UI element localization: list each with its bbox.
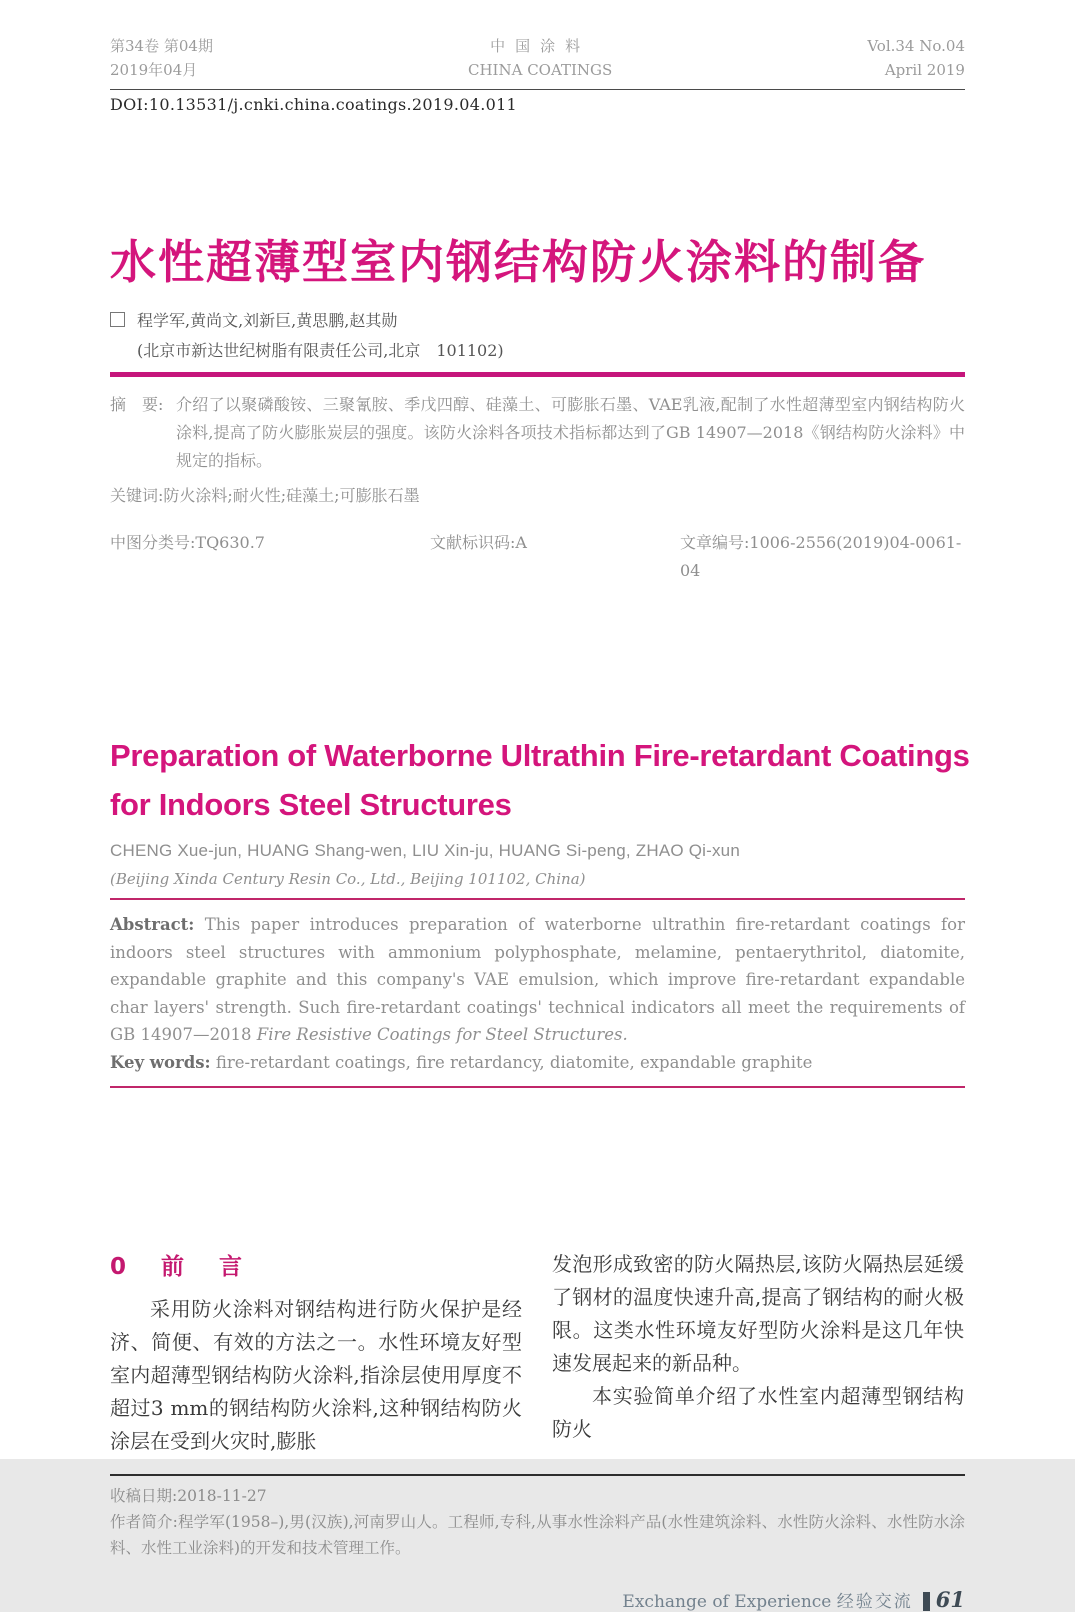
author-marker-icon <box>110 312 125 327</box>
abstract-text-en <box>110 911 965 1049</box>
abstract-en-standard-title: Fire Resistive Coatings for Steel Structures. <box>256 1025 628 1044</box>
abstract-en-body: This paper introduces preparation of waterborne ultrathin fire-retardant coatings for indoors steel structures with ammonium polyphosphate, melamine, pentaerythritol, diatomite, expandable graphite and this company's VAE emulsion, which improve fire-retardant expandable char layers' strength. Such fire-retardant coatings' technical indicators all meet the requirements of GB 14907—2018 <box>110 915 965 1044</box>
received-date: 收稿日期:2018-11-27 <box>110 1487 267 1505</box>
authors-en: CHENG Xue-jun, HUANG Shang-wen, LIU Xin-ju, HUANG Si-peng, ZHAO Qi-xun <box>110 841 740 860</box>
footnote-block <box>110 1474 965 1561</box>
body-column-right <box>552 1248 964 1458</box>
article-id: 文章编号:1006-2556(2019)04-0061-04 <box>680 533 962 580</box>
abstract-en-block <box>110 911 965 1076</box>
article-title-cn: 水性超薄型室内钢结构防火涂料的制备 <box>110 235 926 289</box>
abstract-label-en: Abstract: <box>110 915 195 934</box>
abstract-divider-bottom <box>110 1086 965 1088</box>
title-divider-bar <box>110 372 965 377</box>
keywords-en: fire-retardant coatings, fire retardancy, diatomite, expandable graphite <box>210 1052 813 1072</box>
keywords-en-row <box>110 1049 965 1077</box>
header-volume-en <box>867 34 965 82</box>
article-title-en <box>110 731 970 829</box>
authors-row-cn <box>110 308 965 331</box>
footer-section-en: Exchange of Experience <box>622 1592 832 1612</box>
journal-header <box>110 34 965 90</box>
author-bio: 作者简介:程学军(1958–),男(汉族),河南罗山人。工程师,专科,从事水性涂料产品(水性建筑涂料、水性防火涂料、水性防水涂料、水性工业涂料)的开发和技术管理工作。 <box>110 1513 965 1557</box>
keywords-label-en: Key words: <box>110 1052 211 1072</box>
page-number: 61 <box>935 1587 965 1612</box>
abstract-label-cn: 摘 要: <box>110 395 164 414</box>
footer-section-cn: 经验交流 <box>836 1592 913 1612</box>
doi: DOI:10.13531/j.cnki.china.coatings.2019.04.011 <box>110 95 518 114</box>
abstract-text-cn: 介绍了以聚磷酸铵、三聚氰胺、季戊四醇、硅藻土、可膨胀石墨、VAE乳液,配制了水性超薄型室内钢结构防火涂料,提高了防火膨胀炭层的强度。该防火涂料各项技术指标都达到了GB 14907—2018《钢结构防火涂料》中规定的指标。 <box>176 395 965 470</box>
header-date-cn: 2019年04月 <box>110 61 198 79</box>
journal-name <box>468 34 612 82</box>
affiliation-en: (Beijing Xinda Century Resin Co., Ltd., Beijing 101102, China) <box>110 870 586 888</box>
article-title-en-line1: Preparation of Waterborne Ultrathin Fire-retardant Coatings <box>110 738 970 773</box>
classification-row <box>110 529 965 585</box>
abstract-divider-top <box>110 898 965 900</box>
article-body <box>110 1248 965 1458</box>
journal-name-cn: 中国涂料 <box>490 37 591 55</box>
page-marker-bar <box>923 1592 930 1611</box>
article-title-en-line2: for Indoors Steel Structures <box>110 787 512 822</box>
body-column-left <box>110 1248 522 1458</box>
journal-name-en: CHINA COATINGS <box>467 61 613 79</box>
intro-paragraph-left: 采用防火涂料对钢结构进行防火保护是经济、简便、有效的方法之一。水性环境友好型室内超薄型钢结构防火涂料,指涂层使用厚度不超过3 mm的钢结构防火涂料,这种钢结构防火涂层在受到火灾时,膨胀 <box>110 1297 522 1453</box>
authors-cn: 程学军,黄尚文,刘新巨,黄思鹏,赵其勋 <box>137 311 398 330</box>
header-date-en: April 2019 <box>884 61 965 79</box>
abstract-cn-block <box>110 391 965 585</box>
intro-paragraph-right-1: 发泡形成致密的防火隔热层,该防火隔热层延缓了钢材的温度快速升高,提高了钢结构的耐火极限。这类水性环境友好型防火涂料是这几年快速发展起来的新品种。 <box>552 1252 964 1375</box>
header-volume-cn: 第34卷 第04期 <box>110 37 213 55</box>
intro-paragraph-right-2: 本实验简单介绍了水性室内超薄型钢结构防火 <box>552 1384 964 1441</box>
header-volume-issue <box>110 34 213 82</box>
affiliation-cn: (北京市新达世纪树脂有限责任公司,北京 101102) <box>137 341 504 360</box>
header-vol-no: Vol.34 No.04 <box>867 37 965 55</box>
clc-number: 中图分类号:TQ630.7 <box>110 533 265 552</box>
section-heading-intro: 0 前 言 <box>110 1254 249 1280</box>
keywords-cn: 关键词:防火涂料;耐火性;硅藻土;可膨胀石墨 <box>110 486 420 505</box>
page-footer <box>110 1587 965 1612</box>
document-code: 文献标识码:A <box>430 533 527 552</box>
